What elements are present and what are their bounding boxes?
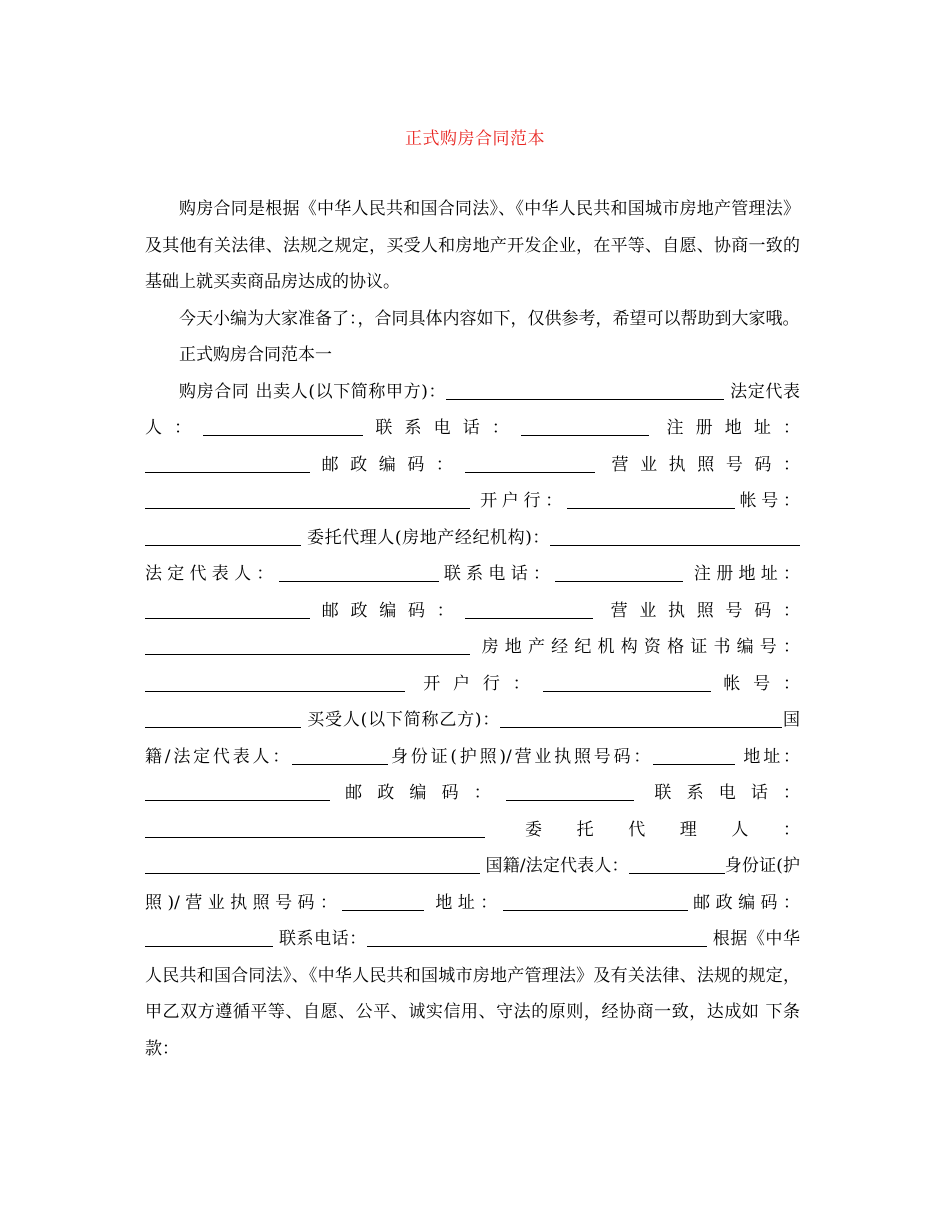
seller-legal-rep-label: 法定代表人：	[145, 381, 801, 438]
agent-blank[interactable]	[550, 527, 800, 546]
buyer-agent-phone-blank[interactable]	[367, 928, 707, 947]
seller-phone-blank[interactable]	[521, 417, 649, 436]
buyer-id-label: 身份证(护照)/营业执照号码：	[388, 746, 654, 767]
seller-label: 购房合同 出卖人(以下简称甲方)：	[179, 381, 447, 402]
seller-address-blank[interactable]	[145, 454, 310, 473]
document-title: 正式购房合同范本	[405, 129, 545, 149]
agent-license-blank[interactable]	[145, 636, 470, 655]
buyer-postcode-blank[interactable]	[506, 782, 634, 801]
contract-form-paragraph	[145, 374, 800, 1068]
buyer-agent-postcode-blank[interactable]	[145, 928, 273, 947]
seller-license-label: 营业执照号码：	[594, 454, 801, 475]
seller-bank-blank[interactable]	[567, 490, 735, 509]
seller-postcode-blank[interactable]	[465, 454, 595, 473]
buyer-agent-phone-label: 联系电话：	[273, 929, 367, 949]
agent-cert-label: 房地产经纪机构资格证书编号：	[470, 637, 800, 657]
buyer-agent-id-blank[interactable]	[342, 892, 424, 911]
seller-legal-rep-blank[interactable]	[203, 417, 363, 436]
buyer-agent-id-label: 身份证(护照)/营业执照号码：	[145, 856, 800, 913]
buyer-agent-address-blank[interactable]	[503, 892, 688, 911]
agent-address-label: 注册地址：	[683, 564, 801, 584]
agent-cert-blank[interactable]	[145, 673, 405, 692]
agent-bank-label: 开户行：	[405, 673, 543, 694]
agent-account-label: 帐号：	[710, 673, 801, 694]
buyer-agent-blank[interactable]	[145, 855, 480, 874]
seller-bank-label: 开户行：	[470, 491, 567, 511]
intro-paragraph-1: 购房合同是根据《中华人民共和国合同法》、《中华人民共和国城市房地产管理法》及其他有关法律、法规之规定，买受人和房地产开发企业，在平等、自愿、协商一致的基础上就买卖商品房达成的协议。	[145, 199, 800, 292]
section-heading: 正式购房合同范本一	[179, 345, 332, 365]
seller-license-blank[interactable]	[145, 490, 470, 509]
agent-legal-rep-blank[interactable]	[279, 563, 439, 582]
buyer-blank[interactable]	[500, 709, 782, 728]
seller-blank[interactable]	[446, 381, 724, 400]
agent-phone-label: 联系电话：	[438, 564, 556, 584]
seller-address-label: 注册地址：	[649, 418, 801, 438]
buyer-agent-nationality-blank[interactable]	[629, 855, 725, 874]
buyer-agent-nationality-label: 国籍/法定代表人：	[480, 856, 629, 876]
buyer-nationality-label: 国籍/法定代表人：	[145, 710, 800, 767]
agent-legal-rep-label: 法定代表人：	[145, 564, 279, 584]
agent-bank-blank[interactable]	[543, 673, 711, 692]
document-body	[145, 191, 800, 1067]
seller-postcode-label: 邮政编码：	[310, 454, 465, 475]
buyer-postcode-label: 邮政编码：	[330, 783, 506, 803]
agent-license-label: 营业执照号码：	[593, 600, 801, 621]
buyer-agent-address-label: 地址：	[424, 892, 503, 913]
closing-clause: 根据《中华人民共和国合同法》、《中华人民共和国城市房地产管理法》及有关法律、法规的规定，甲乙双方遵循平等、自愿、公平、诚实信用、守法的原则，经协商一致，达成如 下条款：	[145, 929, 800, 1059]
buyer-nationality-blank[interactable]	[292, 746, 388, 765]
buyer-id-blank[interactable]	[653, 746, 735, 765]
buyer-label: 买受人(以下简称乙方)：	[301, 710, 501, 730]
intro-paragraph-2: 今天小编为大家准备了：，合同具体内容如下，仅供参考，希望可以帮助到大家哦。	[179, 308, 800, 329]
agent-phone-blank[interactable]	[555, 563, 683, 582]
agent-label: 委托代理人(房地产经纪机构)：	[301, 527, 550, 548]
seller-account-blank[interactable]	[145, 527, 301, 546]
agent-postcode-label: 邮政编码：	[310, 600, 466, 621]
agent-address-blank[interactable]	[145, 600, 310, 619]
buyer-address-label: 地址：	[735, 746, 800, 767]
buyer-agent-label: 委托代理人：	[485, 819, 800, 840]
seller-phone-label: 联系电话：	[363, 418, 521, 438]
agent-account-blank[interactable]	[145, 709, 301, 728]
buyer-address-blank[interactable]	[145, 782, 330, 801]
seller-account-label: 帐号：	[734, 491, 801, 511]
buyer-phone-blank[interactable]	[145, 819, 485, 838]
buyer-agent-postcode-label: 邮政编码：	[687, 892, 801, 913]
agent-postcode-blank[interactable]	[465, 600, 593, 619]
buyer-phone-label: 联系电话：	[633, 783, 801, 803]
